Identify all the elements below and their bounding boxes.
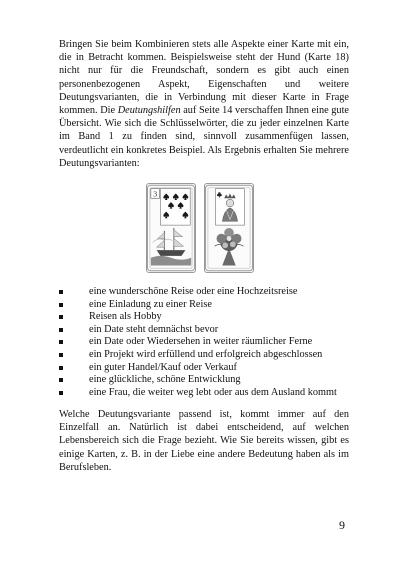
closing-paragraph: Welche Deutungsvariante passend ist, kommt immer auf den Einzelfall an. Natürlich ist dabei entscheidend, auf welchen Lebensbereich sich die Frage bezieht. Wie Sie bereits wissen, gibt es einige Karten, z. B. in der Liebe eine andere Bedeutung haben als im Berufsleben. [59,409,349,473]
square-bullet-icon [59,340,63,344]
interpretation-list [59,286,359,399]
list-item-text: ein Projekt wird erfüllend und erfolgreich abgeschlossen [89,348,323,360]
intro-text-part1: Bringen Sie beim Kombinieren stets alle Aspekte einer Karte mit ein, die in Betracht kommen. Beispielsweise steht der Hund (Karte 18) nicht nur für die Freundschaft, sondern es gibt auch einen personenbezogenen Aspekt, Eigenschaften und weitere Deutungsvarianten, die in Verbindung mit dieser Karte in Frage kommen. Die [59,39,349,117]
list-item [59,387,359,400]
list-item-text: ein Date oder Wiedersehen in weiter räumlicher Ferne [89,336,313,348]
square-bullet-icon [59,391,63,395]
list-item-text: ein guter Handel/Kauf oder Verkauf [89,361,237,373]
page-number: 9 [339,518,345,532]
list-item [59,362,359,375]
list-item [59,374,359,387]
intro-text-part2: auf Seite 14 verschaffen Ihnen eine gute Übersicht. Wie sich die Schlüsselwörter, die zu jeder einzelnen Karte im Band 1 zu finden sind, sinnvoll zusammenfügen lassen, verdeutlicht ein konkretes Beispiel. Als Ergebnis erhalten Sie mehrere Deutungsvarianten: [59,105,350,169]
card-number-label: 3 [153,189,158,199]
square-bullet-icon [59,328,63,332]
list-item [59,324,359,337]
square-bullet-icon [59,303,63,307]
list-item-text: Reisen als Hobby [89,311,162,323]
list-item [59,299,359,312]
square-bullet-icon [59,378,63,382]
list-item [59,311,359,324]
list-item-text: eine Einladung zu einer Reise [89,298,212,310]
square-bullet-icon [59,315,63,319]
list-item [59,336,359,349]
queen-of-clubs-inset [216,189,245,225]
list-item [59,349,359,362]
list-item-text: ein Date steht demnächst bevor [89,323,219,335]
ship-card [146,183,196,273]
list-item-text: eine Frau, die weiter weg lebt oder aus dem Ausland kommt [89,386,337,398]
seven-of-spades-inset [160,189,190,225]
intro-paragraph [59,38,349,170]
list-item-text: eine glückliche, schöne Entwicklung [89,374,241,386]
list-item-text: eine wunderschöne Reise oder eine Hochzeitsreise [89,286,298,297]
intro-emphasis: Deutungshilfen [117,105,181,117]
square-bullet-icon [59,366,63,370]
card-combination-illustration [146,183,256,273]
square-bullet-icon [59,353,63,357]
square-bullet-icon [59,290,63,294]
list-item [59,286,359,299]
bouquet-card [204,183,254,273]
